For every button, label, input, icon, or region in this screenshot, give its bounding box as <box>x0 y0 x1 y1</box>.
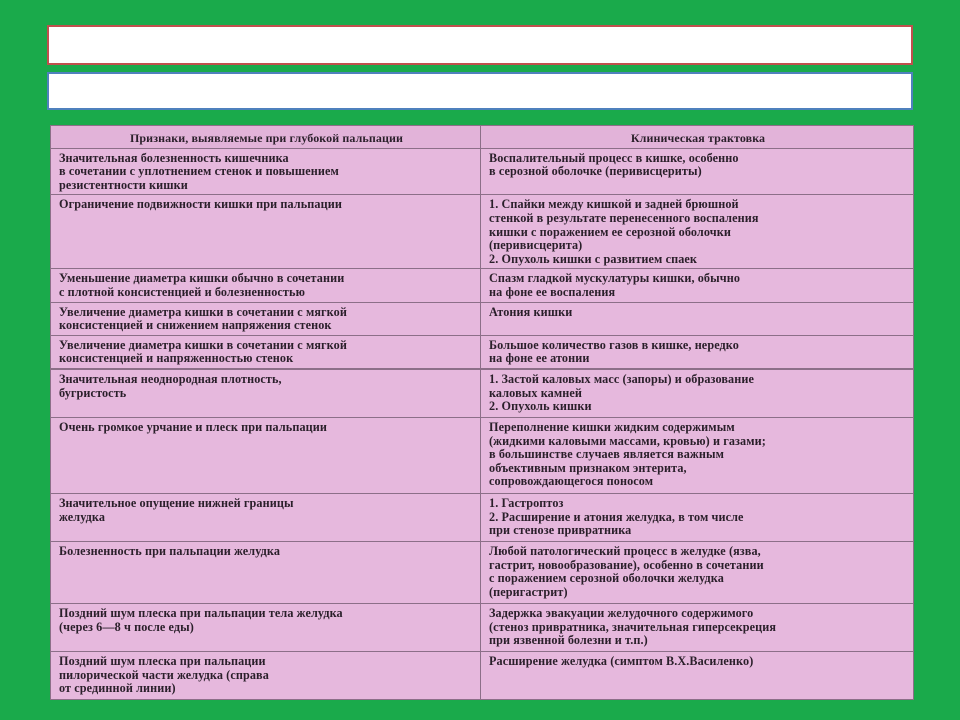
title-placeholder-box[interactable] <box>47 25 913 65</box>
interpretation-cell: Большое количество газов в кишке, нередко на фоне ее атонии <box>481 335 914 368</box>
sign-cell: Поздний шум плеска при пальпации тела желудка (через 6—8 ч после еды) <box>51 603 481 651</box>
interpretation-cell: Любой патологический процесс в желудке (язва, гастрит, новообразование), особенно в сочетании с поражением серозной оболочки желудка (перигастрит) <box>481 541 914 603</box>
interpretation-cell: Спазм гладкой мускулатуры кишки, обычно на фоне ее воспаления <box>481 269 914 302</box>
table-row <box>51 335 914 368</box>
interpretation-cell: Атония кишки <box>481 302 914 335</box>
sign-cell: Ограничение подвижности кишки при пальпации <box>51 195 481 269</box>
sign-cell: Значительная неоднородная плотность, бугристость <box>51 370 481 418</box>
table-row <box>51 269 914 302</box>
table-row <box>51 370 914 418</box>
interpretation-cell: Воспалительный процесс в кишке, особенно в серозной оболочке (перивисцериты) <box>481 148 914 195</box>
palpation-table-bottom <box>50 369 914 700</box>
header-interpretation: Клиническая трактовка <box>481 126 914 149</box>
table-row <box>51 603 914 651</box>
interpretation-cell: 1. Застой каловых масс (запоры) и образование каловых камней 2. Опухоль кишки <box>481 370 914 418</box>
table-row <box>51 493 914 541</box>
interpretation-cell: Расширение желудка (симптом В.Х.Василенко) <box>481 651 914 699</box>
subtitle-placeholder-box[interactable] <box>47 72 913 110</box>
sign-cell: Уменьшение диаметра кишки обычно в сочетании с плотной консистенцией и болезненностью <box>51 269 481 302</box>
sign-cell: Поздний шум плеска при пальпации пилорической части желудка (справа от срединной линии) <box>51 651 481 699</box>
sign-cell: Очень громкое урчание и плеск при пальпации <box>51 418 481 494</box>
sign-cell: Значительная болезненность кишечника в сочетании с уплотнением стенок и повышением резистентности кишки <box>51 148 481 195</box>
table-row <box>51 148 914 195</box>
sign-cell: Увеличение диаметра кишки в сочетании с мягкой консистенцией и напряженностью стенок <box>51 335 481 368</box>
palpation-table-top <box>50 125 914 369</box>
interpretation-cell: 1. Гастроптоз 2. Расширение и атония желудка, в том числе при стенозе привратника <box>481 493 914 541</box>
table-row <box>51 195 914 269</box>
sign-cell: Болезненность при пальпации желудка <box>51 541 481 603</box>
table-header-row <box>51 126 914 149</box>
table-row <box>51 541 914 603</box>
table-row <box>51 651 914 699</box>
interpretation-cell: 1. Спайки между кишкой и задней брюшной стенкой в результате перенесенного воспаления кишки с поражением ее серозной оболочки (перивисцерита) 2. Опухоль кишки с развитием спаек <box>481 195 914 269</box>
interpretation-cell: Задержка эвакуации желудочного содержимого (стеноз привратника, значительная гиперсекреция при язвенной болезни и т.п.) <box>481 603 914 651</box>
sign-cell: Увеличение диаметра кишки в сочетании с мягкой консистенцией и снижением напряжения стенок <box>51 302 481 335</box>
sign-cell: Значительное опущение нижней границы желудка <box>51 493 481 541</box>
header-signs: Признаки, выявляемые при глубокой пальпации <box>51 126 481 149</box>
table-row <box>51 418 914 494</box>
table-row <box>51 302 914 335</box>
interpretation-cell: Переполнение кишки жидким содержимым (жидкими каловыми массами, кровью) и газами; в большинстве случаев является важным объективным признаком энтерита, сопровождающегося поносом <box>481 418 914 494</box>
